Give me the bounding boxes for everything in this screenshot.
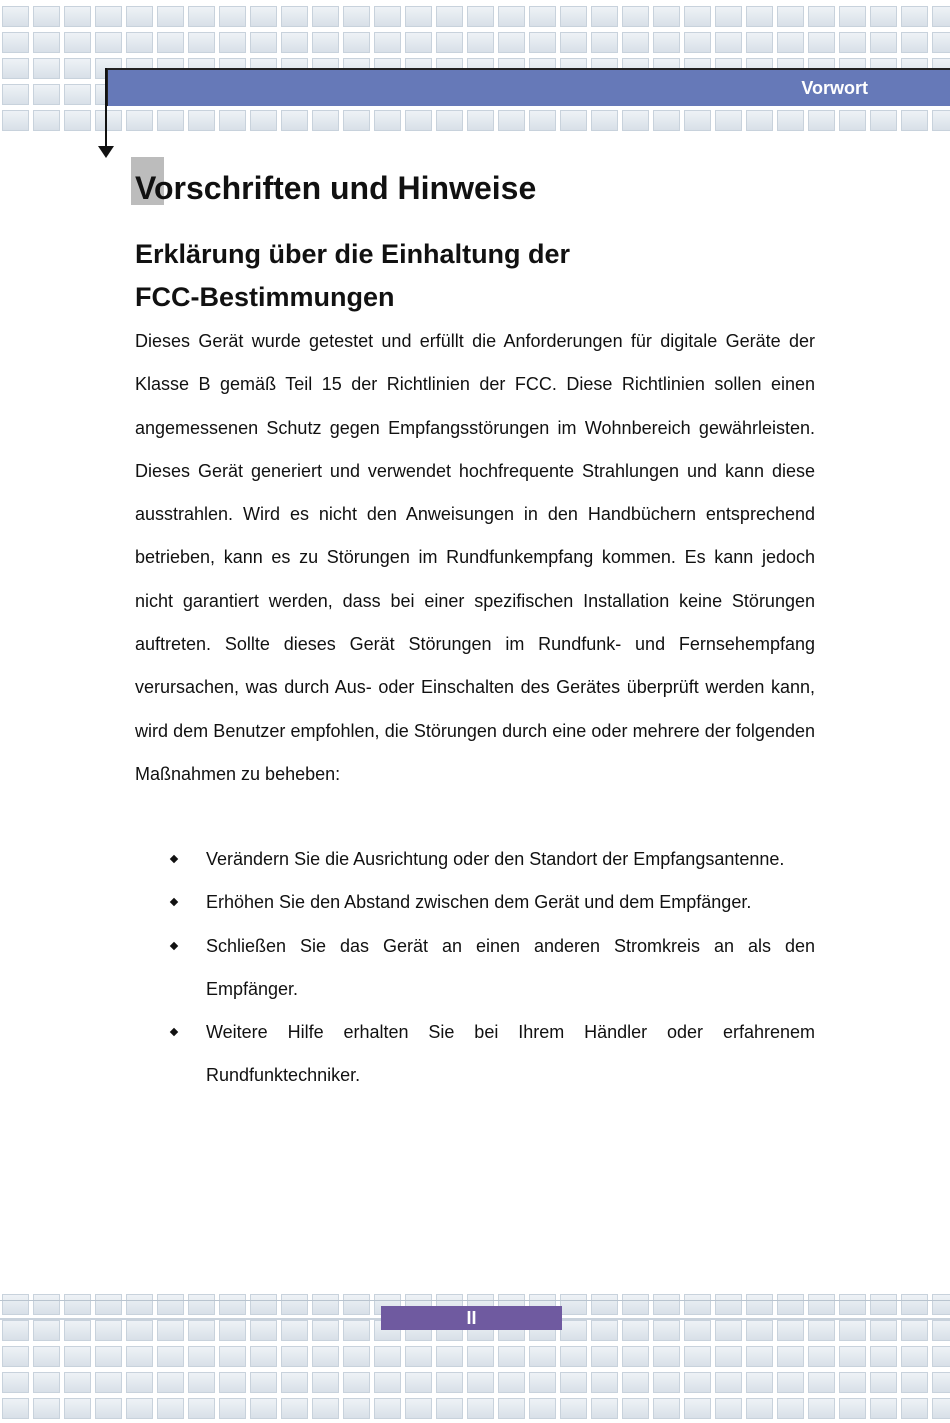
grid-tile (684, 1320, 711, 1341)
grid-tile (2, 1294, 29, 1315)
grid-tile (405, 1372, 432, 1393)
grid-tile (808, 1320, 835, 1341)
grid-tile (126, 110, 153, 131)
grid-tile (157, 6, 184, 27)
grid-tile (64, 1346, 91, 1367)
grid-tile (126, 1320, 153, 1341)
grid-tile (33, 1294, 60, 1315)
page-number: II (381, 1306, 562, 1330)
grid-tile (870, 1398, 897, 1419)
grid-tile (808, 6, 835, 27)
list-item-text: Schließen Sie das Gerät an einen anderen Stromkreis an als den Empfänger. (206, 935, 815, 999)
grid-tile (33, 84, 60, 105)
grid-tile (591, 32, 618, 53)
grid-tile (653, 32, 680, 53)
grid-tile (219, 110, 246, 131)
grid-tile (312, 1346, 339, 1367)
grid-tile (405, 110, 432, 131)
grid-tile (529, 110, 556, 131)
grid-tile (64, 1398, 91, 1419)
grid-tile (64, 84, 91, 105)
grid-tile (188, 1294, 215, 1315)
grid-tile (591, 1398, 618, 1419)
grid-tile (33, 58, 60, 79)
grid-tile (808, 110, 835, 131)
grid-tile (250, 1372, 277, 1393)
grid-tile (2, 1398, 29, 1419)
grid-tile (467, 1372, 494, 1393)
grid-tile (932, 1294, 950, 1315)
grid-tile (622, 32, 649, 53)
grid-tile (126, 6, 153, 27)
grid-tile (95, 1320, 122, 1341)
grid-tile (808, 1398, 835, 1419)
grid-tile (95, 1294, 122, 1315)
grid-tile (622, 6, 649, 27)
grid-tile (33, 6, 60, 27)
section-heading-line1: Erklärung über die Einhaltung der (135, 239, 571, 269)
down-arrow-icon (98, 146, 114, 158)
grid-tile (436, 1398, 463, 1419)
grid-tile (33, 32, 60, 53)
grid-tile (746, 6, 773, 27)
grid-tile (126, 1294, 153, 1315)
grid-tile (498, 1346, 525, 1367)
grid-tile (64, 6, 91, 27)
grid-tile (467, 1346, 494, 1367)
grid-tile (653, 1294, 680, 1315)
grid-tile (436, 1346, 463, 1367)
grid-tile (901, 1398, 928, 1419)
grid-tile (219, 32, 246, 53)
grid-tile (808, 1346, 835, 1367)
grid-tile (870, 110, 897, 131)
grid-tile (281, 1346, 308, 1367)
grid-tile (839, 1398, 866, 1419)
grid-tile (188, 1320, 215, 1341)
grid-tile (746, 32, 773, 53)
grid-tile (33, 1320, 60, 1341)
grid-tile (560, 6, 587, 27)
grid-tile (870, 1372, 897, 1393)
grid-tile (95, 1398, 122, 1419)
footer-rule (0, 1300, 950, 1301)
grid-tile (715, 6, 742, 27)
grid-tile (746, 1320, 773, 1341)
grid-tile (467, 110, 494, 131)
grid-tile (64, 1372, 91, 1393)
grid-tile (343, 1346, 370, 1367)
grid-tile (312, 32, 339, 53)
grid-tile (281, 110, 308, 131)
grid-tile (33, 110, 60, 131)
grid-tile (746, 1372, 773, 1393)
grid-tile (622, 1372, 649, 1393)
page-title: Vorschriften und Hinweise (135, 170, 537, 206)
grid-tile (839, 1372, 866, 1393)
grid-tile (281, 32, 308, 53)
list-item-text: Erhöhen Sie den Abstand zwischen dem Gerät und dem Empfänger. (206, 892, 752, 913)
grid-tile (560, 1294, 587, 1315)
grid-tile (901, 110, 928, 131)
grid-tile (188, 32, 215, 53)
grid-tile (95, 6, 122, 27)
grid-tile (591, 1320, 618, 1341)
grid-tile (250, 1346, 277, 1367)
grid-tile (374, 1372, 401, 1393)
grid-tile (777, 1398, 804, 1419)
grid-tile (932, 32, 950, 53)
measures-list (135, 838, 815, 1098)
grid-tile (498, 32, 525, 53)
grid-tile (95, 32, 122, 53)
grid-tile (219, 1372, 246, 1393)
grid-tile (932, 1346, 950, 1367)
grid-tile (529, 1398, 556, 1419)
grid-tile (901, 1372, 928, 1393)
grid-tile (250, 1398, 277, 1419)
grid-tile (560, 1320, 587, 1341)
grid-tile (870, 1346, 897, 1367)
grid-tile (343, 32, 370, 53)
grid-tile (839, 110, 866, 131)
grid-tile (653, 6, 680, 27)
section-heading-line2: FCC-Bestimmungen (135, 282, 395, 312)
grid-tile (2, 32, 29, 53)
grid-tile (746, 1398, 773, 1419)
grid-tile (343, 1398, 370, 1419)
grid-tile (622, 1398, 649, 1419)
grid-tile (405, 32, 432, 53)
grid-tile (250, 1294, 277, 1315)
grid-tile (126, 32, 153, 53)
grid-tile (188, 1398, 215, 1419)
grid-tile (591, 1294, 618, 1315)
grid-tile (188, 110, 215, 131)
grid-tile (560, 1398, 587, 1419)
grid-tile (33, 1372, 60, 1393)
grid-tile (219, 1398, 246, 1419)
grid-tile (95, 110, 122, 131)
grid-tile (2, 110, 29, 131)
grid-tile (64, 1294, 91, 1315)
grid-tile (281, 1320, 308, 1341)
grid-tile (560, 110, 587, 131)
grid-tile (498, 110, 525, 131)
grid-tile (467, 1398, 494, 1419)
grid-tile (870, 32, 897, 53)
grid-tile (312, 1320, 339, 1341)
grid-tile (684, 6, 711, 27)
grid-tile (312, 110, 339, 131)
grid-tile (95, 1346, 122, 1367)
section-heading (135, 233, 835, 319)
grid-tile (343, 6, 370, 27)
grid-tile (622, 1346, 649, 1367)
grid-tile (684, 1398, 711, 1419)
grid-tile (157, 1346, 184, 1367)
grid-tile (2, 1372, 29, 1393)
grid-tile (2, 1320, 29, 1341)
grid-tile (684, 1294, 711, 1315)
grid-tile (777, 1294, 804, 1315)
grid-tile (2, 6, 29, 27)
grid-tile (250, 6, 277, 27)
grid-tile (529, 32, 556, 53)
grid-tile (653, 110, 680, 131)
section-label: Vorwort (801, 78, 868, 98)
grid-tile (374, 110, 401, 131)
grid-tile (529, 1346, 556, 1367)
grid-tile (281, 1294, 308, 1315)
grid-tile (777, 1320, 804, 1341)
grid-tile (684, 110, 711, 131)
grid-tile (343, 1320, 370, 1341)
body-paragraph: Dieses Gerät wurde getestet und erfüllt die Anforderungen für digitale Geräte der Klasse B gemäß Teil 15 der Richtlinien der FCC. Diese Richtlinien sollen einen angemessenen Schutz gegen Empfangsstörungen im Wohnbereich gewährleisten. Dieses Gerät generiert und verwendet hochfrequente Strahlungen und kann diese ausstrahlen. Wird es nicht den Anweisungen in den Handbüchern entsprechend betrieben, kann es zu Störungen im Rundfunkempfang kommen. Es kann jedoch nicht garantiert werden, dass bei einer spezifischen Installation keine Störungen auftreten. Sollte dieses Gerät Störungen im Rundfunk- und Fernsehempfang verursachen, was durch Aus- oder Einschalten des Gerätes überprüft werden kann, wird dem Benutzer empfohlen, die Störungen durch eine oder mehrere der folgenden Maßnahmen zu beheben: (135, 331, 815, 784)
grid-tile (777, 32, 804, 53)
grid-tile (808, 32, 835, 53)
grid-tile (684, 1346, 711, 1367)
grid-tile (250, 1320, 277, 1341)
grid-tile (374, 32, 401, 53)
grid-tile (684, 1372, 711, 1393)
grid-tile (839, 1320, 866, 1341)
grid-tile (932, 110, 950, 131)
grid-tile (126, 1372, 153, 1393)
grid-tile (932, 1398, 950, 1419)
grid-tile (188, 1346, 215, 1367)
grid-tile (777, 6, 804, 27)
grid-tile (560, 1346, 587, 1367)
grid-tile (219, 6, 246, 27)
grid-tile (715, 110, 742, 131)
grid-tile (281, 1372, 308, 1393)
grid-tile (157, 32, 184, 53)
grid-tile (219, 1346, 246, 1367)
grid-tile (901, 1294, 928, 1315)
grid-tile (157, 1294, 184, 1315)
grid-tile (343, 1372, 370, 1393)
grid-tile (622, 1294, 649, 1315)
grid-tile (126, 1398, 153, 1419)
grid-tile (591, 1346, 618, 1367)
grid-tile (157, 1398, 184, 1419)
grid-tile (312, 1294, 339, 1315)
diamond-bullet-icon (170, 898, 178, 906)
grid-tile (436, 32, 463, 53)
grid-tile (932, 6, 950, 27)
grid-tile (250, 32, 277, 53)
grid-tile (560, 1372, 587, 1393)
grid-tile (312, 1398, 339, 1419)
grid-tile (901, 32, 928, 53)
grid-tile (932, 1320, 950, 1341)
grid-tile (467, 6, 494, 27)
grid-tile (64, 110, 91, 131)
list-item (135, 838, 815, 881)
grid-tile (808, 1372, 835, 1393)
grid-tile (126, 1346, 153, 1367)
grid-tile (312, 6, 339, 27)
grid-tile (808, 1294, 835, 1315)
grid-tile (715, 1398, 742, 1419)
grid-tile (529, 6, 556, 27)
grid-tile (33, 1398, 60, 1419)
grid-tile (2, 1346, 29, 1367)
grid-tile (746, 1346, 773, 1367)
list-item (135, 1011, 815, 1098)
grid-tile (901, 1346, 928, 1367)
diamond-bullet-icon (170, 1028, 178, 1036)
grid-tile (343, 1294, 370, 1315)
grid-tile (839, 32, 866, 53)
grid-tile (746, 1294, 773, 1315)
grid-tile (95, 1372, 122, 1393)
grid-tile (591, 110, 618, 131)
diamond-bullet-icon (170, 855, 178, 863)
diamond-bullet-icon (170, 941, 178, 949)
grid-tile (343, 110, 370, 131)
grid-tile (901, 1320, 928, 1341)
grid-tile (591, 6, 618, 27)
grid-tile (157, 1320, 184, 1341)
grid-tile (529, 1372, 556, 1393)
grid-tile (715, 1320, 742, 1341)
grid-tile (405, 1398, 432, 1419)
grid-tile (405, 1346, 432, 1367)
grid-tile (281, 6, 308, 27)
grid-tile (746, 110, 773, 131)
grid-tile (870, 6, 897, 27)
list-item (135, 881, 815, 924)
grid-tile (622, 110, 649, 131)
grid-tile (498, 1372, 525, 1393)
grid-tile (436, 110, 463, 131)
grid-tile (64, 1320, 91, 1341)
grid-tile (560, 32, 587, 53)
grid-tile (157, 1372, 184, 1393)
grid-tile (932, 1372, 950, 1393)
grid-tile (870, 1294, 897, 1315)
grid-tile (715, 1294, 742, 1315)
grid-tile (157, 110, 184, 131)
grid-tile (312, 1372, 339, 1393)
grid-tile (64, 32, 91, 53)
list-item-text: Weitere Hilfe erhalten Sie bei Ihrem Händler oder erfahrenem Rundfunktechniker. (206, 1022, 815, 1086)
grid-tile (188, 1372, 215, 1393)
grid-tile (436, 1372, 463, 1393)
grid-tile (374, 1346, 401, 1367)
grid-tile (622, 1320, 649, 1341)
grid-tile (188, 6, 215, 27)
grid-tile (653, 1372, 680, 1393)
grid-tile (250, 110, 277, 131)
list-item (135, 925, 815, 1012)
grid-tile (498, 6, 525, 27)
grid-tile (901, 6, 928, 27)
grid-tile (777, 1346, 804, 1367)
grid-tile (715, 32, 742, 53)
grid-tile (591, 1372, 618, 1393)
header-arrow-line (105, 68, 107, 148)
grid-tile (684, 32, 711, 53)
grid-tile (33, 1346, 60, 1367)
grid-tile (498, 1398, 525, 1419)
grid-tile (715, 1346, 742, 1367)
grid-tile (405, 6, 432, 27)
grid-tile (64, 58, 91, 79)
list-item-text: Verändern Sie die Ausrichtung oder den Standort der Empfangsantenne. (206, 849, 785, 869)
grid-tile (2, 84, 29, 105)
grid-tile (2, 58, 29, 79)
grid-tile (374, 1398, 401, 1419)
grid-tile (777, 110, 804, 131)
grid-tile (839, 1346, 866, 1367)
grid-tile (436, 6, 463, 27)
grid-tile (374, 6, 401, 27)
grid-tile (219, 1320, 246, 1341)
grid-tile (870, 1320, 897, 1341)
grid-tile (467, 32, 494, 53)
grid-tile (653, 1398, 680, 1419)
grid-tile (219, 1294, 246, 1315)
grid-tile (777, 1372, 804, 1393)
grid-tile (653, 1320, 680, 1341)
grid-tile (653, 1346, 680, 1367)
grid-tile (281, 1398, 308, 1419)
grid-tile (839, 6, 866, 27)
grid-tile (715, 1372, 742, 1393)
grid-tile (839, 1294, 866, 1315)
